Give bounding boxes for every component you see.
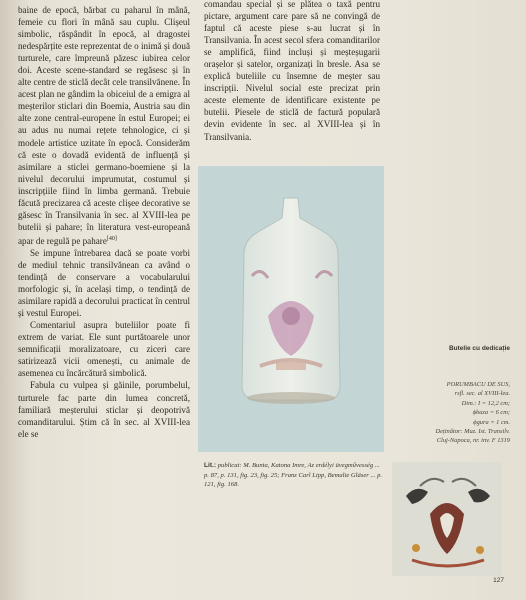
- caption-line: ϕgura = 1 cm.: [473, 418, 510, 426]
- caption-line: ϕbaza = 6 cm;: [472, 409, 510, 417]
- caption-line: Deținător: Muz. Ist. Transilv.: [435, 428, 510, 436]
- literature-note: [204, 461, 386, 490]
- bottle-photo: [198, 166, 384, 452]
- footnote-ref: [40]: [106, 235, 117, 242]
- paragraph-2: Se impune întrebarea dacă se poate vorbi de mediul tehnic transilvănean ca având o tendință de conservare a vocabularului morfologic și, în același timp, o tendință de asimilare rapidă a decorului practicat în centrul și vestul Europei.: [18, 247, 190, 319]
- detail-photo: [392, 462, 502, 576]
- glass-bottle-illustration: [198, 166, 384, 452]
- caption-line: rsfl. sec. al XVIII-lea.: [454, 390, 510, 398]
- paragraph-right: comandau special și se plătea o taxă pentru pictare, argument care pare să ne convingă de faptul că aceste piese s-au lucrat și în Transilvania. În acest secol sfera comanditarilor se amplifică, fiind incluși și meșteșugarii orașelor și satelor, organizați în bresle. Asa se explică buteliile cu însemne de meșter sau inscripții. Nivelul social este precizat prin aceste elemente de identificare existente pe butelii. Piesele de sticlă de factură populară devin evidente în sec. al XVIII-lea și în Transilvania.: [204, 0, 380, 142]
- caption-details: [388, 380, 510, 446]
- bird-heart-detail-illustration: [392, 462, 502, 576]
- caption-line: PORUMBACU DE SUS,: [446, 381, 510, 388]
- caption-line: Dim.: I = 12,2 cm;: [461, 399, 510, 407]
- literature-text: publicat: M. Bunta, Katona Imre, Az erdélyi üvegművesség ... p. 87, p. 131, fig. 23, fig. 25; Franz Carl Lipp, Bemalte Gläser ... p. 121, fig. 168.: [204, 462, 383, 489]
- left-text-column: [18, 4, 190, 440]
- literature-label: Lit.:: [204, 462, 217, 469]
- paragraph-3: Comentariul asupra buteliilor poate fi extrem de variat. Ele sunt purtătoarele unor semnificații moralizatoare, cu ziceri care satirizează vicii omenești, cu animale de asemenea cu încărcătură simbolică.: [18, 320, 190, 379]
- caption-line: Cluj-Napoca, nr. inv. F 1319: [436, 437, 510, 445]
- right-text-column: [204, 0, 380, 143]
- paragraph-4: Fabula cu vulpea și găinile, porumbelul, turturele fac parte din lumea concretă, familiară meșterului sticlar și deopotrivă comanditarului. Știm că în sec. al XVIII-lea ele se: [18, 380, 190, 439]
- paragraph-1: baine de epocă, bărbat cu paharul în mână, femeie cu flori în mână sau cuplu. Clișeul simbolic, răspândit în epocă, al dragostei nedespărțite este reprezentat de o inimă și două turturele, care împreună păzesc iubirea celor doi. Aceste scene-standard se regăsesc și în alte centre de sticlă decât cele transilvănene. În acest plan ne gândim la obiceiul de a emigra al meșterilor sticlari din Boemia, Austria sau din alte zone central-europene în estul Europei; ei au adus nu numai rețete tehnologice, ci și modele artistice uzitate în epocă. Considerăm că este o dovadă evidentă de influență și asimilare a sticlei germano-boemiene și la nivelul decorului imprumutat, costumul și inscripțiile fiind în limba germană. Trebuie făcută precizarea că aceste clișee decorative se găsesc în Transilvania în sec. al XVIII-lea pe butelii și pahare; în literatura vest-europeană apar de regulă pe pahare[40]: [18, 5, 190, 246]
- caption-title: Butelie cu dedicație: [448, 345, 510, 352]
- page-number: 127: [493, 577, 504, 584]
